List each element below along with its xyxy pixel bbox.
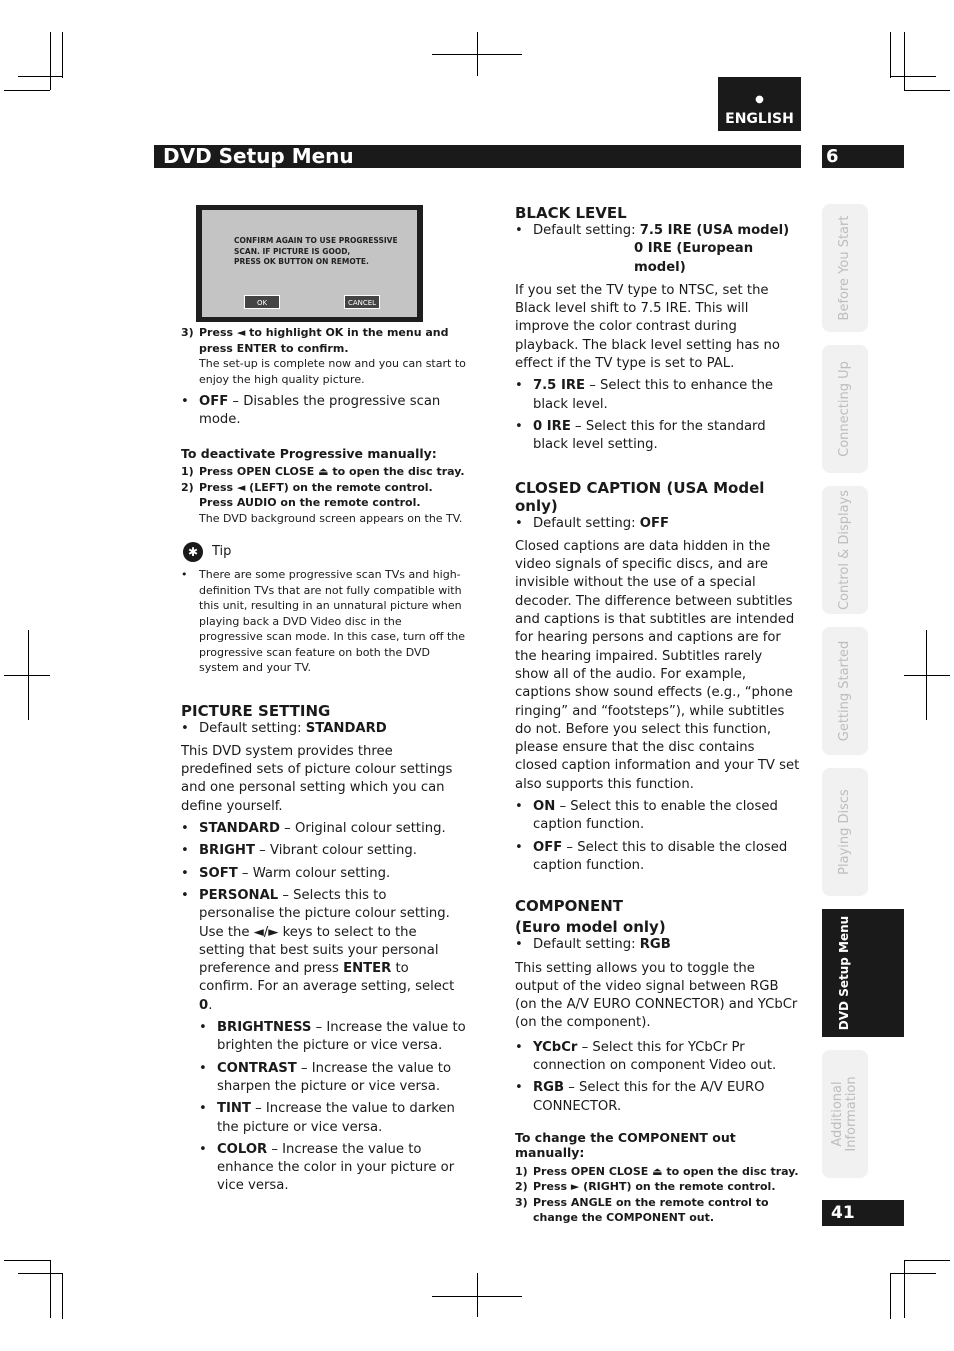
- default-value: STANDARD: [305, 720, 387, 736]
- crop-mark: [904, 1260, 905, 1318]
- brightness-item: [199, 1019, 466, 1056]
- side-tab-label: Getting Started: [837, 640, 852, 742]
- step-text: Press ◄ to highlight OK in the menu and press ENTER to confirm.: [199, 326, 449, 355]
- crop-mark: [4, 90, 50, 91]
- crop-mark: [50, 1260, 51, 1318]
- step-text: Press OPEN CLOSE ⏏ to open the disc tray.: [199, 465, 465, 479]
- crop-mark: [904, 90, 950, 91]
- personal-item: [181, 887, 466, 1015]
- step-note: The set-up is complete now and you can start to enjoy the high quality picture.: [199, 357, 466, 386]
- deactivate-step-2: [181, 480, 466, 511]
- term-text: – Select this for YCbCr Pr connection on component Video out.: [533, 1039, 777, 1073]
- crop-mark: [890, 76, 936, 77]
- contrast-item: [199, 1060, 466, 1097]
- crop-mark: [904, 32, 905, 90]
- change-step-1: [515, 1164, 800, 1180]
- tint-item: [199, 1100, 466, 1137]
- term-text: to confirm. For an average setting, select: [199, 961, 455, 995]
- term-text: – Warm colour setting.: [237, 865, 391, 881]
- side-tab-connecting-up: [822, 345, 868, 473]
- term: YCbCr: [533, 1039, 578, 1055]
- tv-screen-illustration: [196, 205, 423, 322]
- term: ON: [533, 799, 556, 815]
- side-tab-label: Playing Discs: [837, 789, 852, 875]
- side-tab-getting-started: [822, 627, 868, 755]
- tv-ok-button: OK: [244, 295, 280, 309]
- left-column: [181, 325, 466, 1196]
- crop-mark: [4, 1260, 50, 1261]
- term: OFF: [533, 839, 563, 855]
- tv-message: CONFIRM AGAIN TO USE PROGRESSIVE SCAN. IF PICTURE IS GOOD, PRESS OK BUTTON ON REMOTE.: [234, 236, 398, 266]
- term: BRIGHTNESS: [217, 1020, 312, 1036]
- comp-default: [515, 936, 800, 954]
- soft-item: [181, 865, 466, 883]
- term: TINT: [217, 1101, 251, 1117]
- ire0-item: [515, 418, 800, 455]
- crop-mark: [890, 1273, 891, 1319]
- side-tab-dvd-setup-menu: [822, 909, 904, 1037]
- cc-intro: Closed captions are data hidden in the video signals of specific discs, and are invisible without the use of a special decoder. The difference between subtitles and captions is that subtitles are intended for hearing persons and captions are for the hearing impaired. Subtitles rarely show all of the audio. For example, captions show sound effects (e.g., “phone ringing” and “footsteps”), while subtitles do not. Before you select this function, please ensure that the disc contains closed caption information and your TV set also supports this function.: [515, 538, 800, 792]
- term-text: – Select this for the A/V EURO CONNECTOR.: [533, 1080, 765, 1114]
- step-text: Press OPEN CLOSE ⏏ to open the disc tray.: [533, 1164, 799, 1178]
- crop-mark: [477, 32, 478, 76]
- side-tab-additional-information: [822, 1050, 868, 1178]
- color-item: [199, 1141, 466, 1196]
- standard-item: [181, 820, 466, 838]
- comp-intro: This setting allows you to toggle the output of the video signal between RGB (on the A/V EURO CONNECTOR) and YCbCr (on the component).: [515, 960, 798, 1031]
- closed-caption-heading: CLOSED CAPTION (USA Model only): [515, 478, 765, 515]
- crop-mark: [62, 1273, 63, 1319]
- deactivate-heading: To deactivate Progressive manually:: [181, 445, 437, 461]
- step-number: 1): [181, 465, 194, 479]
- default-label: Default setting:: [199, 720, 306, 736]
- side-tab-label: Before You Start: [837, 215, 852, 321]
- change-step-3: [515, 1195, 800, 1226]
- crop-mark: [890, 32, 891, 78]
- term-text: – Select this to enable the closed caption function.: [533, 799, 778, 833]
- off-item: [181, 393, 466, 430]
- side-tab-control-displays: [822, 486, 868, 614]
- term: CONTRAST: [217, 1060, 297, 1076]
- black-intro: If you set the TV type to NTSC, set the Black level shift to 7.5 IRE. This will improve the color contrast during playback. The black level setting has no effect if the TV type is set to PAL.: [515, 282, 780, 372]
- term-text: – Original colour setting.: [279, 821, 446, 837]
- step-number: 3): [515, 1195, 528, 1209]
- tv-screen: [202, 210, 417, 317]
- crop-mark: [18, 1273, 62, 1274]
- default-value: OFF: [639, 515, 669, 531]
- side-tab-before-you-start: [822, 204, 868, 332]
- tip-label: Tip: [212, 544, 232, 560]
- term: RGB: [533, 1080, 565, 1096]
- term-text: – Selects this to personalise the picture colour setting. Use the ◄/► keys to select to the setting that best suits your personal preference and press: [199, 887, 450, 977]
- step-3: [181, 325, 466, 356]
- side-tab-label: Connecting Up: [837, 361, 852, 457]
- tip-text: • There are some progressive scan TVs and high-definition TVs that are not fully compatible with this unit, resulting in an unnatural picture when playing back a DVD Video disc in the progressive scan mode. In this case, turn off the progressive scan feature on both the DVD system and your TV.: [181, 567, 466, 676]
- black-level-heading: BLACK LEVEL: [515, 204, 627, 222]
- default-label: Default setting:: [533, 223, 640, 238]
- crop-mark: [926, 630, 927, 720]
- side-tab-label: DVD Setup Menu: [837, 915, 851, 1031]
- tip-header: [181, 542, 466, 564]
- term: 0: [199, 997, 209, 1013]
- term-text: – Select this to enhance the black level.: [533, 378, 774, 412]
- crop-mark: [904, 1260, 950, 1261]
- ycbcr-item: [515, 1039, 800, 1076]
- term-text: – Increase the value to sharpen the picture or vice versa.: [217, 1060, 452, 1094]
- term: PERSONAL: [199, 887, 279, 903]
- picture-default: [181, 720, 466, 738]
- side-tab-label: Additional Information: [830, 1076, 859, 1152]
- step-text: Press ◄ (LEFT) on the remote control. Press AUDIO on the remote control.: [199, 480, 433, 510]
- side-tab-label: Control & Displays: [837, 489, 852, 611]
- ire75-item: [515, 377, 800, 414]
- term-text: – Vibrant colour setting.: [254, 843, 417, 859]
- component-heading: COMPONENT: [515, 897, 624, 916]
- chapter-number: 6: [822, 145, 904, 168]
- step-number: 2): [515, 1180, 528, 1194]
- default-value: 0 IRE (European model): [634, 241, 754, 275]
- term: 0 IRE: [533, 418, 571, 434]
- change-component-heading: To change the COMPONENT out manually:: [515, 1129, 736, 1161]
- term: BRIGHT: [199, 843, 255, 859]
- step-number: 3): [181, 326, 194, 339]
- crop-mark: [477, 1273, 478, 1317]
- page-title: DVD Setup Menu: [154, 145, 801, 168]
- crop-mark: [28, 630, 29, 720]
- step-text: Press ANGLE on the remote control to change the COMPONENT out.: [533, 1195, 769, 1225]
- default-value: 7.5 IRE (USA model): [639, 223, 790, 238]
- crop-mark: [62, 32, 63, 78]
- language-dot: ●: [755, 94, 764, 105]
- language-tab: [718, 77, 801, 131]
- default-value: RGB: [639, 937, 671, 953]
- black-default-eu: [515, 240, 800, 277]
- language-label: ENGLISH: [725, 111, 794, 127]
- term-text: – Increase the value to darken the picture or vice versa.: [217, 1101, 455, 1135]
- term: 7.5 IRE: [533, 378, 586, 394]
- step-number: 2): [181, 480, 194, 494]
- term-text: – Select this to disable the closed caption function.: [533, 839, 788, 873]
- default-label: Default setting:: [533, 515, 640, 531]
- black-default: [515, 222, 800, 240]
- crop-mark: [890, 1273, 936, 1274]
- crop-mark: [4, 675, 50, 676]
- picture-intro: This DVD system provides three predefined sets of picture colour settings and one personal setting which you can define yourself.: [181, 743, 453, 814]
- rgb-item: [515, 1079, 800, 1116]
- bright-item: [181, 842, 466, 860]
- step-number: 1): [515, 1164, 528, 1178]
- deactivate-step-1: [181, 464, 466, 480]
- default-label: Default setting:: [533, 937, 640, 953]
- crop-mark: [18, 76, 62, 77]
- term: OFF: [199, 394, 229, 409]
- term-text: – Select this for the standard black level setting.: [533, 418, 766, 453]
- personal-subitems: [181, 1019, 466, 1196]
- cc-off-item: [515, 839, 800, 876]
- step-note: The DVD background screen appears on the TV.: [199, 511, 463, 525]
- cc-on-item: [515, 798, 800, 835]
- term: ENTER: [343, 961, 392, 977]
- term: COLOR: [217, 1141, 268, 1157]
- right-column: [515, 204, 800, 1226]
- page-number: 41: [822, 1200, 904, 1226]
- term-text: – Disables the progressive scan mode.: [199, 394, 441, 428]
- lightbulb-icon: ✱: [183, 542, 203, 562]
- tv-cancel-button: CANCEL: [344, 295, 380, 309]
- side-tab-playing-discs: [822, 768, 868, 896]
- step-text: Press ► (RIGHT) on the remote control.: [533, 1180, 776, 1194]
- term-text: – Increase the value to enhance the color in your picture or vice versa.: [217, 1141, 455, 1194]
- term: SOFT: [199, 865, 238, 881]
- cc-default: [515, 515, 800, 533]
- change-step-2: [515, 1179, 800, 1195]
- picture-setting-heading: PICTURE SETTING: [181, 701, 331, 720]
- component-subheading: (Euro model only): [515, 918, 666, 937]
- term-text: .: [208, 997, 213, 1013]
- term: STANDARD: [199, 821, 280, 837]
- crop-mark: [50, 32, 51, 90]
- term-text: – Increase the value to brighten the picture or vice versa.: [217, 1020, 466, 1054]
- crop-mark: [904, 675, 950, 676]
